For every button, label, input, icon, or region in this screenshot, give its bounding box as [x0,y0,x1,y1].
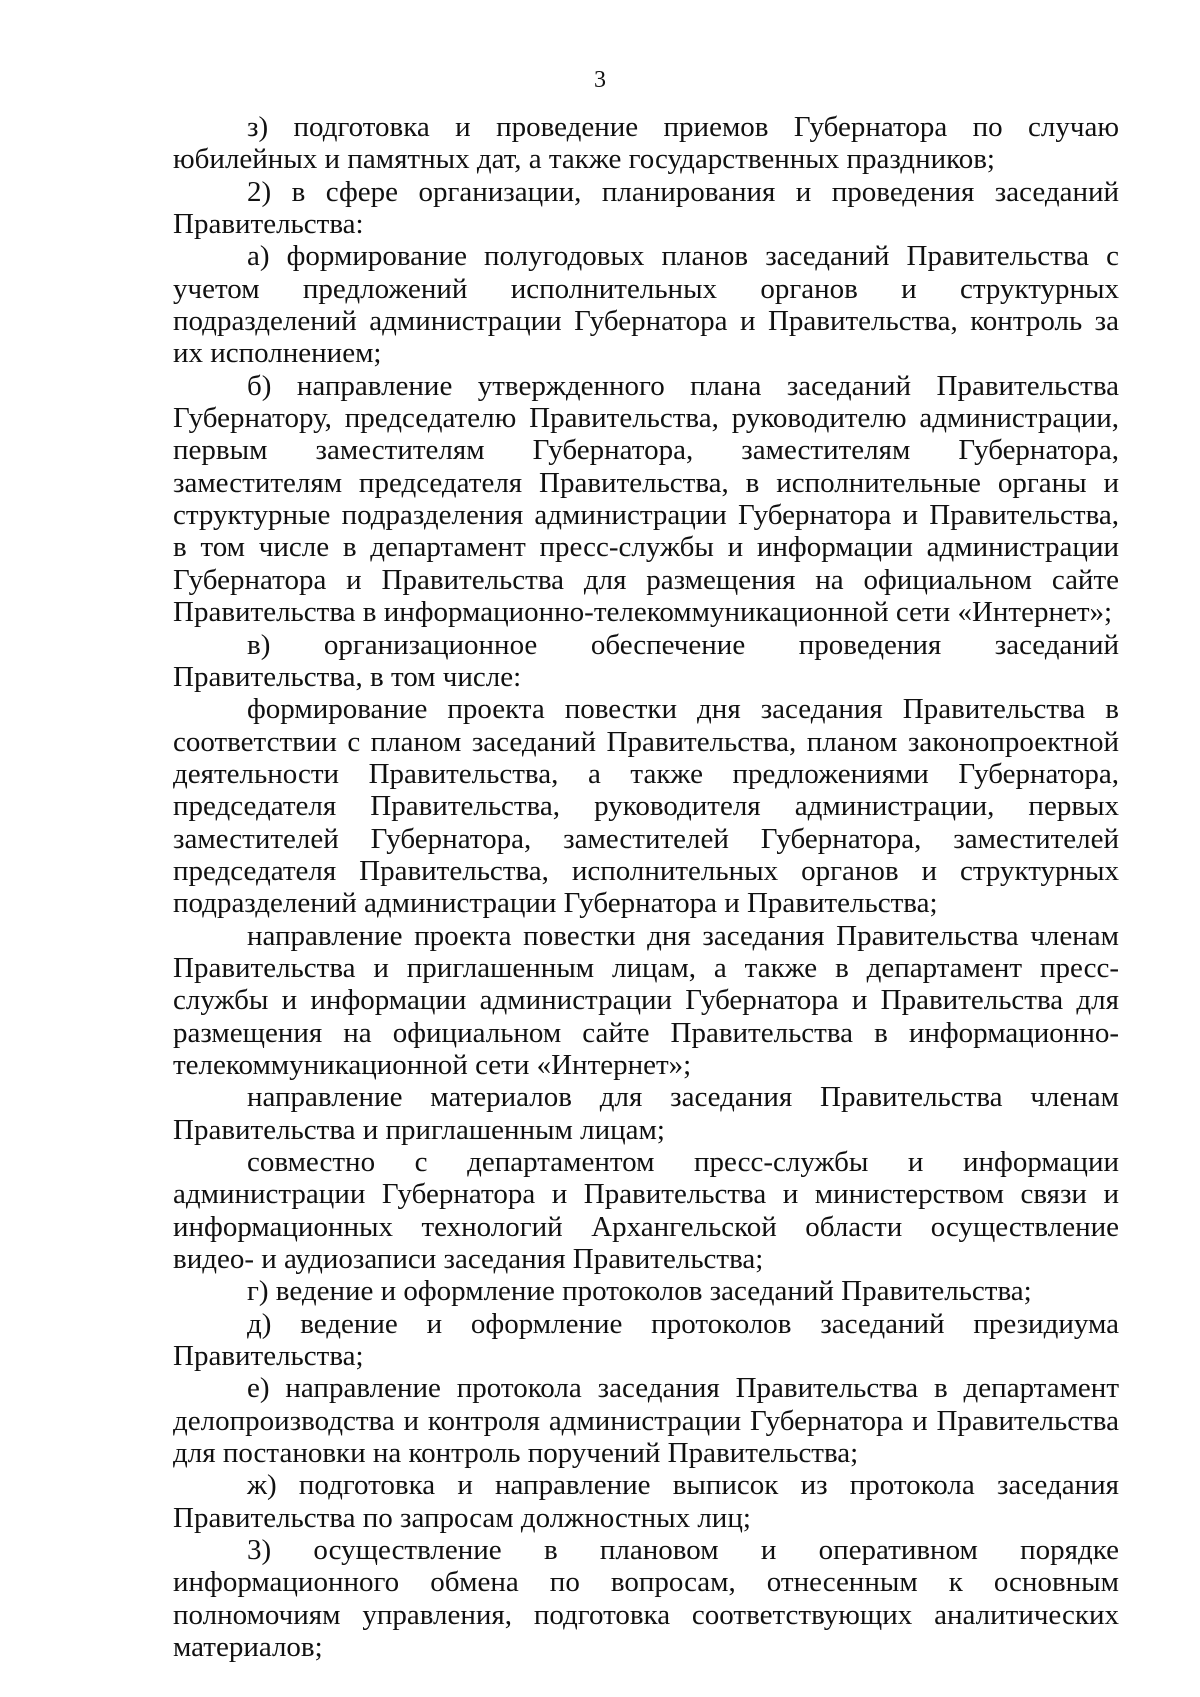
paragraph-d-presidium-minutes: д) ведение и оформление протоколов заседаний президиума Правительства; [173,1307,1119,1373]
paragraph-agenda-distribution: направление проекта повестки дня заседания Правительства членам Правительства и приглашенным лицам, а также в департамент пресс-службы и информации администрации Губернатора и Правительства для размещения на официальном сайте Правительства в информационно-телекоммуникационной сети «Интернет»; [173,919,1119,1081]
paragraph-3-information-exchange: 3) осуществление в плановом и оперативном порядке информационного обмена по вопросам, отнесенным к основным полномочиям управления, подготовка соответствующих аналитических материалов; [173,1534,1119,1664]
page-number: 3 [594,67,606,93]
paragraph-v-organizational-support: в) организационное обеспечение проведения заседаний Правительства, в том числе: [173,628,1119,693]
paragraph-g-meeting-minutes: г) ведение и оформление протоколов заседаний Правительства; [247,1275,1032,1308]
paragraph-materials-distribution: направление материалов для заседания Правительства членам Правительства и приглашенным лицам; [173,1081,1119,1146]
paragraph-e-minutes-control: е) направление протокола заседания Правительства в департамент делопроизводства и контроля администрации Губернатора и Правительства для постановки на контроль поручений Правительства; [173,1372,1119,1470]
paragraph-2-government-meetings: 2) в сфере организации, планирования и проведения заседаний Правительства: [173,175,1119,241]
paragraph-video-audio-recording: совместно с департаментом пресс-службы и информации администрации Губернатора и Правительства и министерством связи и информационных технологий Архангельской области осуществление видео- и аудиозаписи заседания Правительства; [173,1146,1119,1276]
paragraph-zh-minutes-extracts: ж) подготовка и направление выписок из протокола заседания Правительства по запросам должностных лиц; [173,1469,1119,1534]
paragraph-agenda-formation: формирование проекта повестки дня заседания Правительства в соответствии с планом заседаний Правительства, планом законопроектной деятельности Правительства, а также предложениями Губернатора, председателя Правительства, руководителя администрации, первых заместителей Губернатора, заместителей Губернатора, заместителей председателя Правительства, исполнительных органов и структурных подразделений администрации Губернатора и Правительства; [173,693,1119,920]
paragraph-b-plan-distribution: б) направление утвержденного плана заседаний Правительства Губернатору, председателю Правительства, руководителю администрации, первым заместителям Губернатора, заместителям Губернатора, заместителям председателя Правительства, в исполнительные органы и структурные подразделения администрации Губернатора и Правительства, в том числе в департамент пресс-службы и информации администрации Губернатора и Правительства для размещения на официальном сайте Правительства в информационно-телекоммуникационной сети «Интернет»; [173,369,1119,629]
paragraph-a-half-year-plans: а) формирование полугодовых планов заседаний Правительства с учетом предложений исполнительных органов и структурных подразделений администрации Губернатора и Правительства, контроль за их исполнением; [173,240,1119,370]
document-body [173,111,1119,1664]
paragraph-z-receptions: з) подготовка и проведение приемов Губернатора по случаю юбилейных и памятных дат, а также государственных праздников; [173,111,1119,176]
